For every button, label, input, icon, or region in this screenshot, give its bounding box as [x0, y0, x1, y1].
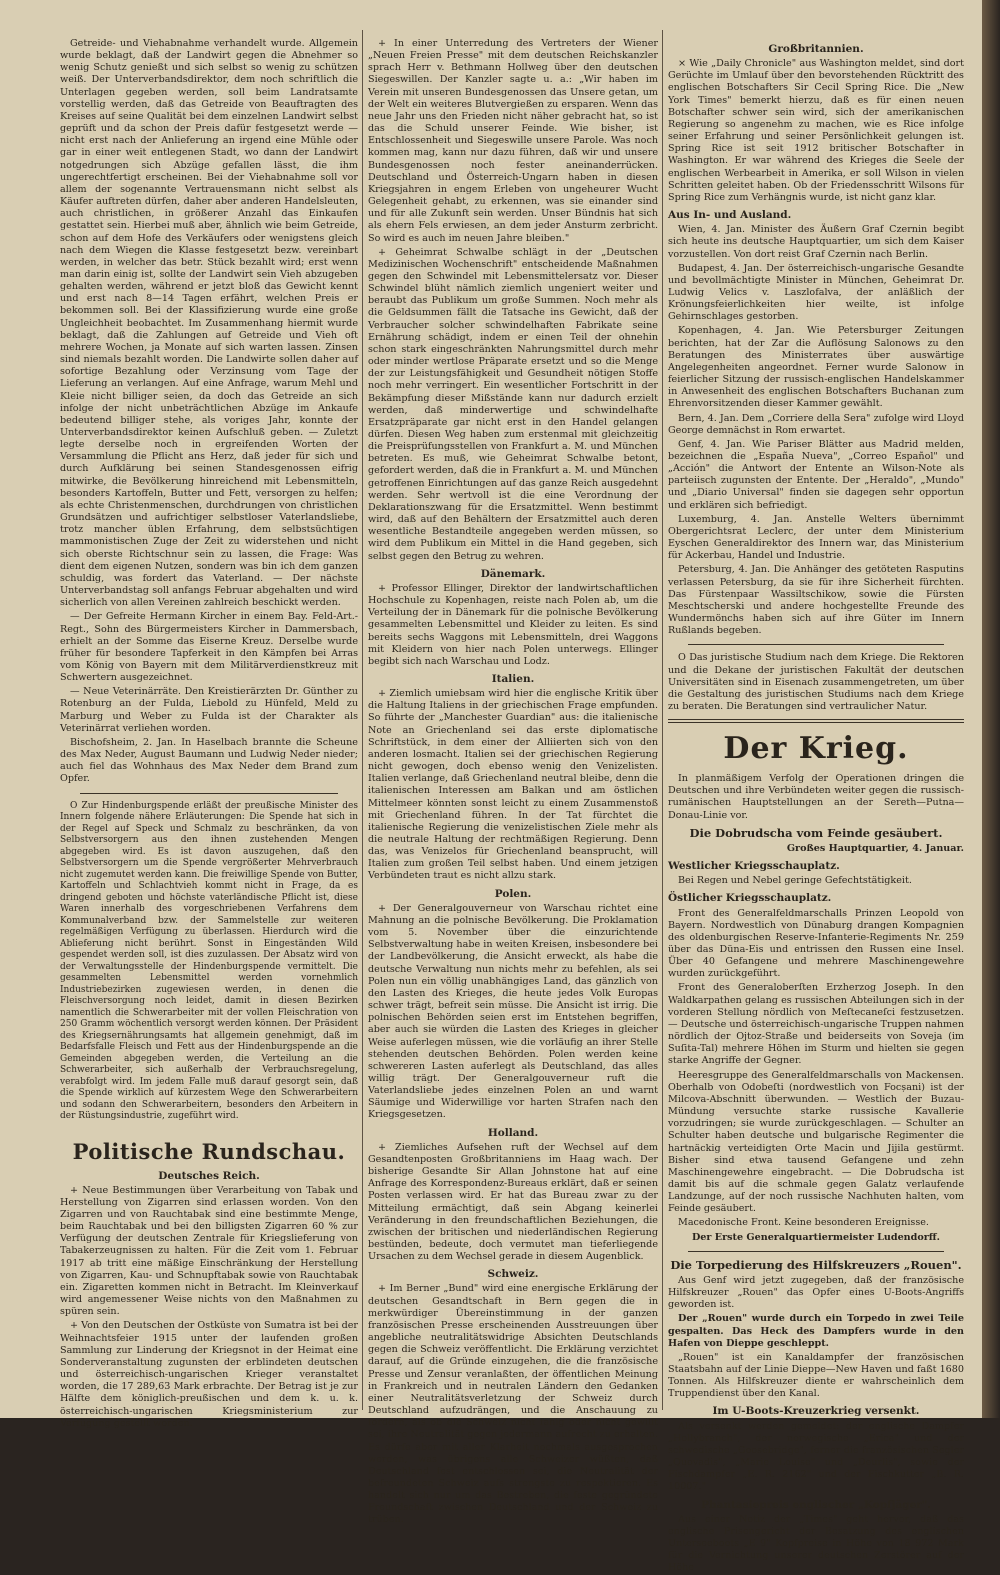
country-heading: Holland. — [487, 1126, 539, 1139]
headline: Die Torpedierung des Hilfskreuzers „Rouen". — [670, 1257, 962, 1272]
article-paragraph: × Wie „Daily Chronicle" aus Washington meldet, sind dort Gerüchte im Umlauf über den bevorstehenden Rücktritt des englischen Botschafters Sir Cecil Spring Rice. Die „New York Times" bemerkt hierzu, daß es für einen neuen Botschafter schwer sein wird, sich der amerikanischen Regierung so angenehm zu machen, wie es Rice infolge seiner Erfahrung und seiner Persönlichkeit gelungen ist. Spring Rice ist seit 1912 britischer Botschafter in Washington. Er war während des Krieges die Seele der englischen Werbearbeit in Amerika, er soll Wilson in vielen Schritten geleitet haben. Ob der Friedensschritt Wilsons für Spring Rice zum Verhängnis wurde, ist nicht ganz klar. — [668, 58, 964, 203]
article-paragraph: Bischofsheim, 2. Jan. In Haselbach brannte die Scheune des Max Neder, August Baumann und Ludwig Neder nieder; auch fiel das Wohnhaus des Max Neder dem Brand zum Opfer. — [60, 736, 358, 785]
article-paragraph: + Ziemliches Aufsehen ruft der Wechsel auf dem Gesandtenposten Großbritanniens im Haag wach. Der bisherige Gesandte Sir Allan Johnstone hat auf eine Anfrage des Korrespondenz-Bureaus erklärt, daß er seinen Posten verlassen wird. Er hat das Bureau zwar zu der Mitteilung ermächtigt, daß sein Abgang keinerlei Veränderung in den freundschaftlichen Beziehungen, die zwischen der britischen und niederländischen Regierung bestünden, bedeute, doch vermutet man tieferliegende Ursachen zu dem Wechsel gerade in diesem Augenblick. — [368, 1141, 658, 1263]
divider — [80, 793, 338, 794]
section-title-rundschau: Politische Rundschau. — [72, 1138, 346, 1164]
hindenburg-notice: O Zur Hindenburgspende erläßt der preußische Minister des Innern folgende nähere Erläuterungen: Die Spende hat sich in der Regel auf Speck und Schmalz zu beschränken, da von Selbstversorgern aus den ihnen zustehenden Mengen abgegeben wird. Es ist davon auszugehen, daß den Selbstversorgern um die Spende vergrößerter Mehrverbrauch nicht zugemutet werden kann. Die freiwillige Spende von Butter, Kartoffeln und Schlachtvieh kommt nicht in Frage, da es dringend geboten und höchste vaterländische Pflicht ist, diese Waren innerhalb des vorgeschriebenen Verfahrens dem Kommunalverband bzw. der Sammelstelle zur weiteren regelmäßigen Verfügung zu überlassen. Hierdurch wird die Ablieferung nicht berührt. Sonst in Eingeständen Wild gespendet werden soll, ist dies zuzulassen. Der Absatz wird von der Verwaltungsstelle der Hindenburgspende vermittelt. Die gesammelten Lebensmittel werden vornehmlich Industriebezirken zugewiesen werden, in denen die Fleischversorgung noch leidet, damit in diesen Bezirken namentlich die Schwerarbeiter mit der vollen Fleischration von 250 Gramm wöchentlich versorgt werden können. Der Präsident des Kriegsernährungsamts hat allgemein genehmigt, daß im Bedarfsfalle Fleisch und Fett aus der Hindenburgspende an die Gemeinden abgegeben werden, die Verteilung an die Schwerarbeiter, sich außerhalb der Verbrauchsregelung, verabfolgt wird. Im jedem Falle muß darauf gesorgt sein, daß die Spende wirklich auf kürzestem Wege den Schwerarbeitern und sodann den Schwerarbeitern, besonders den Arbeitern in der Rüstungsindustrie, zugeführt wird. — [60, 800, 358, 1122]
article-paragraph: + Professor Ellinger, Direktor der landwirtschaftlichen Hochschule zu Kopenhagen, reiste nach Polen ab, um die Verteilung der in Dänemark für die polnische Bevölkerung gesammelten Lebensmittel und Kleider zu leiten. Es sind bereits sechs Waggons mit Lebensmitteln, drei Waggons mit Kleidern von hier nach Polen unterwegs. Ellinger begibt sich nach Warschau und Lodz. — [368, 582, 658, 667]
article-paragraph: + Ziemlich umiebsam wird hier die englische Kritik über die Haltung Italiens in der griechischen Frage empfunden. So führte der „Manchester Guardian" aus: die italienische Note an Griechenland sei das erste diplomatische Schriftstück, in dem einer der Alliierten sich von den anderen losmacht. Italien sei der griechischen Regierung nicht gewogen, doch ebenso wenig den Venizelisten. Italien verlange, daß Griechenland neutral bleibe, denn die italienischen Interessen am Balkan und am östlichen Mittelmeer könnten sonst leicht zu einem Zusammenstoß mit Griechenland führen. In der Tat fürchtet die italienische Regierung die venizelistischen Ziele mehr als die neutrale Haltung der rechtmäßigen Regierung. Denn das, was Venizelos für Griechenland beansprucht, will Italien zum großen Teil selbst haben. Und einem jetzigen Verbündeten traut es nicht allzu stark. — [368, 688, 658, 882]
article-paragraph: Aus einer Notiz der „Times" geht hervor, daß das englische Prisengericht der Besatzung des englischen Unterseeboots „E 9" Kopfpreise in Höhe von 18 972 Mark für die Vernichtung unserer deutschen Zerstörer auf der Höhe — [668, 1513, 964, 1574]
article-paragraph: Der „Rouen" wurde durch ein Torpedo in zwei Teile gespalten. Das Heck des Dampfers wurde in den Hafen von Dieppe geschleppt. — [668, 1313, 964, 1349]
country-heading: Großbritannien. — [768, 43, 864, 55]
column-rule — [662, 30, 663, 1410]
news-item: Luxemburg, 4. Jan. Anstelle Welters übernimmt Obergerichtsrat Leclerc, der unter dem Ministerium Eyschen Generaldirektor des Innern war, das Ministerium für Ackerbau, Handel und Industrie. — [668, 513, 964, 562]
column-middle — [368, 38, 658, 1526]
news-item: Genf, 4. Jan. Wie Pariser Blätter aus Madrid melden, bezeichnen die „España Nueva", „Correo Español" und „Acción" die Antwort der Entente an Wilson-Note als parteiisch zugunsten der Entente. Der „Heraldo", „Mundo" und „Diario Universal" finden sie dagegen sehr opportun und erklären sich befriedigt. — [668, 438, 964, 511]
section-subtitle: Deutsches Reich. — [158, 1169, 260, 1182]
news-heading: Aus In- und Ausland. — [668, 209, 792, 222]
headline: Phantasiepreis englischer „Kopfjäger". — [701, 1498, 931, 1511]
article-paragraph: Als versenkt werden gemeldet: der englische Dampfer „Hollybranch", der norwegische „Erica" und der schwedische „Goosebridge", ferner die französischen Segler „Quovadis", „Marie Louise" und „Deurlis", sowie der Fischdampfer „E. R. 2162" und der Fischkutter „B. R. 10007." — [668, 1420, 964, 1493]
page-edge — [982, 0, 1000, 1418]
article-paragraph: „Rouen" ist ein Kanaldampfer der französischen Staatsbahn auf der Linie Dieppe—New Haven und faßt 1680 Tonnen. Als Hilfskreuzer diente er wahrscheinlich dem Truppendienst über den Kanal. — [668, 1351, 964, 1400]
article-paragraph: Aus Genf wird jetzt zugegeben, daß der französische Hilfskreuzer „Rouen" das Opfer eines U-Boots-Angriffs geworden ist. — [668, 1274, 964, 1311]
dateline: Großes Hauptquartier, 4. Januar. — [786, 842, 964, 854]
article-paragraph: Getreide- und Viehabnahme verhandelt wurde. Allgemein wurde beklagt, daß der Landwirt gegen die Abnehmer so wenig Schutz genießt und sich selbst so wenig zu schützen weiß. Der Unterverbandsdirektor, dem noch schriftlich die Unterlagen gegeben werden, soll beim Landratsamte vorstellig werden, daß das Getreide von Beauftragten des Kreises auf seine Qualität bei dem einzelnen Landwirt selbst geprüft und da schon der Preis dafür festgesetzt werde — nicht erst nach der Anlieferung an irgend eine Mühle oder gar in einer weit entlegenen Stadt, wo dann der Landwirt notgedrungen sich Abzüge gefallen lässt, die ihm ungerechtfertigt erscheinen. Bei der Viehabnahme soll vor allem der sogenannte Vertrauensmann nicht selbst als Käufer auftreten dürfen, daher aber anderen Handelsleuten, auch christlichen, in größerer Anzahl das Einkaufen gestattet sein. Hierbei muß aber, ähnlich wie beim Getreide, schon auf dem Hofe des Verkäufers oder wenigstens gleich nach dem Wiegen die Klasse festgesetzt bezw. vereinbart werden, in welcher das betr. Stück bezahlt wird; erst wenn man darin einig ist, sollte der Landwirt sein Vieh abzugeben gehalten werden, während er jetzt bloß das Gewicht kennt und erst nach 8—14 Tagen erfährt, welchen Preis er bekommen soll. Bei der Klassifizierung wurde eine große Ungleichheit beobachtet. Im Zusammenhang hiermit wurde beklagt, daß die Zahlungen auf Getreide und Vieh oft mehrere Wochen, ja Monate auf sich warten lassen. Zinsen sind niemals bezahlt worden. Die Landwirte sollen daher auf sofortige Bezahlung oder Verzinsung vom Tage der Lieferung an verlangen. Auf eine Anfrage, warum Mehl und Kleie nicht billiger seien, da doch das Getreide an sich infolge der nicht unbeträchtlichen Abzüge im Ankaufe bedeutend billiger stehe, als voriges Jahr, konnte der Unterverbandsdirektor keinen Aufschluß geben. — Zuletzt legte derselbe noch in ergreifenden Worten der Versammlung die Pflicht ans Herz, daß jeder für sich und durch Aufklärung bei seinen Standesgenossen eifrig mitwirke, die Bevölkerung hinreichend mit Lebensmitteln, besonders Kartoffeln, Butter und Fett, versorgen zu helfen; als echte Christenmenschen, durchdrungen von christlichen Grundsätzen und aufrichtiger selbstloser Vaterlandsliebe, trotz mancher üblen Erfahrung, dem selbstsüchtigen mammonistischen Zuge der Zeit zu widerstehen und nicht sich oberste Richtschnur sein zu lassen, die Frage: Was dient dem eigenen Nutzen, sondern was bin ich dem ganzen schuldig, was fordert das Vaterland. — Der nächste Unterverbandstag soll anfangs Februar abgehalten und wird sicherlich von allen Vereinen zahlreich beschickt werden. — [60, 38, 358, 609]
article-paragraph: Front des Generalfeldmarschalls Prinzen Leopold von Bayern. Nordwestlich von Dünaburg drangen Kompagnien des oldenburgischen Reserve-Infanterie-Regiments Nr. 259 über das Düna-Eis und entrissen den Russen eine Insel. Über 40 Gefangene und mehrere Maschinengewehre wurden zurückgeführt. — [668, 907, 964, 980]
front-heading: Östlicher Kriegsschauplatz. — [668, 892, 832, 905]
news-item: Budapest, 4. Jan. Der österreichisch-ungarische Gesandte und bevollmächtigte Minister in München, Geheimrat Dr. Ludwig Velics v. Laszlofalva, der anläßlich der Krönungsfeierlichkeiten hier weilte, ist infolge Gehirnschlages gestorben. — [668, 262, 964, 323]
headline: Die Dobrudscha vom Feinde gesäubert. — [689, 825, 943, 840]
front-heading: Westlicher Kriegsschauplatz. — [668, 860, 840, 873]
news-item: Bern, 4. Jan. Dem „Corriere della Sera" zufolge wird Lloyd George demnächst in Rom erwartet. — [668, 412, 964, 436]
article-paragraph: + Im Berner „Bund" wird eine energische Erklärung der deutschen Gesandtschaft in Bern gegen die in merkwürdiger Übereinstimmung in der ganzen französischen Presse erscheinenden Ausstreuungen über angebliche neutralitätswidrige Absichten Deutschlands gegen die Schweiz veröffentlicht. Die Erklärung verzichtet darauf, auf die Gründe einzugehen, die die französische Presse und Zensur veranlaßten, der öffentlichen Meinung in Frankreich und in neutralen Ländern den Gedanken einer Neutralitätsverletzung der Schweiz durch Deutschland aufzudrängen, und die Anschauung zu fördern, als ob die Schweiz nicht fähig oder nicht gewillt sei, ihre Neutralität gegen jedermann aufrecht zu erhalten. Es dürfe aber mit aller Klarheit nochmals ausgesprochen werden, was übrigens alle Schweizer wüßten, daß Deutschland fest entschlossen sei, die Neutralität der befreundeten Schweiz aufs strengste zu respektieren. Es handelt sich nur um das Bestreben, die feste gegründete Freundschaft zwischen Deutschland und der Schweiz zu trüben. — [368, 1283, 658, 1526]
article-paragraph: + Der Generalgouverneur von Warschau richtet eine Mahnung an die polnische Bevölkerung. Die Proklamation vom 5. November über die einzurichtende Selbstverwaltung habe in weiten Kreisen, insbesondere bei der Landbevölkerung, die Ansicht erweckt, als habe die deutsche Verwaltung nun nichts mehr zu befehlen, als sei Polen nun ein völlig unabhängiges Land, das gänzlich von den Lasten des Krieges, die heute jedes Volk Europas schwer trägt, befreit sein müsse. Die Ansicht ist irrig. Die polnischen Behörden seien erst im Entstehen begriffen, aber auch sie würden die Lasten des Krieges in gleicher Weise auferlegen müssen, wie die vorläufig an ihrer Stelle stehenden deutschen Behörden. Polen werden keine schwereren Lasten auferlegt als Deutschland, das alles willig trägt. Der Generalgouverneur ruft die Vaterlandsliebe jedes einzelnen Polen an und warnt Säumige und Widerwillige vor harten Strafen nach den Kriegsgesetzen. — [368, 902, 658, 1121]
article-paragraph: — Der Gefreite Hermann Kircher in einem Bay. Feld-Art.-Regt., Sohn des Bürgermeisters Kircher in Dammersbach, erhielt an der Somme das Eiserne Kreuz. Derselbe wurde früher für besondere Tapferkeit in den Kämpfen bei Arras vom König von Bayern mit dem Militärverdienstkreuz mit Schwertern ausgezeichnet. — [60, 611, 358, 684]
column-right — [668, 38, 964, 1574]
country-heading: Dänemark. — [480, 567, 546, 580]
section-title-krieg: Der Krieg. — [723, 731, 909, 767]
headline: Im U-Boots-Kreuzerkrieg versenkt. — [712, 1405, 920, 1418]
article-paragraph: In planmäßigem Verfolg der Operationen dringen die Deutschen und ihre Verbündeten weiter gegen die russisch-rumänischen Hauptstellungen an der Sereth—Putna—Donau-Linie vor. — [668, 773, 964, 821]
divider — [688, 1251, 944, 1252]
article-paragraph: Bei Regen und Nebel geringe Gefechtstätigkeit. — [678, 875, 912, 887]
article-paragraph: O Das juristische Studium nach dem Kriege. Die Rektoren und die Dekane der juristischen Fakultät der deutschen Universitäten sind in Eisenach zusammengetreten, um über die Gestaltung des juristischen Studiums nach dem Kriege zu beraten. Die Beratungen sind vertraulicher Natur. — [668, 652, 964, 712]
article-paragraph: + Von den Deutschen der Ostküste von Sumatra ist bei der Weihnachtsfeier 1915 unter der laufenden großen Sammlung zur Linderung der Kriegsnot in der Heimat eine Sonderveranstaltung zugunsten der erblindeten deutschen und österreichisch-ungarischen Krieger veranstaltet worden, die 17 289,63 Mark erbrachte. Der Betrag ist je zur Hälfte dem königlich-preußischen und dem k. u. k. österreichisch-ungarischen Kriegsministerium zur Verfügung gestellt worden. — [60, 1320, 359, 1429]
article-paragraph: — Neue Veterinärräte. Den Kreistierärzten Dr. Günther zu Rotenburg an der Fulda, Liebold zu Hünfeld, Meld zu Marburg und Weber zu Fulda ist der Charakter als Veterinärrat verliehen worden. — [60, 686, 358, 734]
news-item: Petersburg, 4. Jan. Die Anhänger des getöteten Rasputins verlassen Petersburg, da sie für ihre Sicherheit fürchten. Das Fürstenpaar Wassiltschikow, sowie die Fürsten Meschtscherski und andere hochgestellte Freunde des Wundermönchs haben sich auf ihre Güter im Innern Rußlands begeben. — [668, 564, 964, 637]
article-paragraph: + Geheimrat Schwalbe schlägt in der „Deutschen Medizinischen Wochenschrift" entscheidende Maßnahmen gegen den Schwindel mit Lebensmittelersatz vor. Dieser Schwindel blüht nämlich ziemlich ungeniert weiter und beraubt das Publikum um große Summen. Noch mehr als die Geldsummen fällt die Tatsache ins Gewicht, daß der Verbraucher solcher schwindelhaften Fabrikate seine Ernährung schädigt, indem er einen Teil der ohnehin schon stark eingeschränkten Nahrungsmittel durch mehr oder minder wertlose Präparate ersetzt und so die Menge der zur Leistungsfähigkeit und Gesundheit nötigen Stoffe noch mehr verringert. Ein wesentlicher Fortschritt in der Bekämpfung dieser Mißstände kann nur dadurch erzielt werden, daß minderwertige und schwindelhafte Ersatzpräparate gar nicht erst in den Handel gelangen dürfen. Diesen Weg haben zum erstenmal mit gleichzeitig die Preisprüfungsstellen von Frankfurt a. M. und München betreten. Es muß, wie Geheimrat Schwalbe betont, gefordert werden, daß die in Frankfurt a. M. und München getroffenen Einrichtungen auf das ganze Reich ausgedehnt werden. Sehr wertvoll ist die eine Verordnung der Deklarationszwang für die Ersatzmittel. Wenn bestimmt wird, daß auf den Behältern der Ersatzmittel auch deren wesentliche Bestandteile angegeben werden müssen, so wird dem Publikum ein Mittel in die Hand gegeben, sich selbst gegen den Betrug zu wehren. — [368, 246, 658, 562]
article-paragraph: + Neue Bestimmungen über Verarbeitung von Tabak und Herstellung von Zigarren sind erlassen worden. Von den Zigarren und von Rauchtabak sind eine bestimmte Menge, beim Rauchtabak und bei den billigsten Zigarren 60 % zur Verfügung der deutschen Zentrale für Kriegslieferung von Tabakerzeugnissen zu halten. Für die Zeit vom 1. Februar 1917 ab tritt eine mäßige Einschränkung der Herstellung von Zigarren, Kau- und Schnupftabak sowie von Rauchtabak ein. Zigaretten kommen nicht in Betracht. Im Kleinverkauf wird angemessener Weise nichts von den Maßnahmen zu spüren sein. — [60, 1184, 358, 1318]
country-heading: Polen. — [494, 887, 532, 900]
column-left — [60, 38, 359, 1429]
divider — [668, 719, 964, 723]
news-item: Wien, 4. Jan. Minister des Äußern Graf Czernin begibt sich heute ins deutsche Hauptquartier, um sich dem Kaiser vorzustellen. Von dort reist Graf Czernin nach Berlin. — [668, 224, 964, 260]
article-paragraph: + In einer Unterredung des Vertreters der Wiener „Neuen Freien Presse" mit dem deutschen Reichskanzler sprach Herr v. Bethmann Hollweg über den deutschen Siegeswillen. Der Kanzler sagte u. a.: „Wir haben im Verein mit unseren Bundesgenossen das Unsere getan, um der Welt ein weiteres Blutvergießen zu ersparen. Wenn das neue Jahr uns den Frieden nicht näher gebracht hat, so ist das die Schuld unserer Feinde. Wie bisher, ist Entschlossenheit und Siegeswille unsere Parole. Was noch kommen mag, kann nur dazu führen, daß wir und unsere Bundesgenossen noch fester aneinanderrücken. Deutschland und Österreich-Ungarn haben in diesen Kriegsjahren in engem Erleben von ungeheurer Wucht Gelegenheit gehabt, zu erkennen, was sie einander sind und für alle Zukunft sein werden. Unser Bündnis hat sich als ehern Fels erwiesen, an dem jeder Ansturm zerbricht. So wird es auch im neuen Jahre bleiben." — [368, 38, 658, 244]
article-paragraph: Macedonische Front. Keine besonderen Ereignisse. — [678, 1217, 929, 1229]
country-heading: Italien. — [491, 672, 535, 685]
divider — [688, 644, 944, 645]
article-paragraph: Front des Generaloberſten Erzherzog Joseph. In den Waldkarpathen gelang es russischen Abteilungen sich in der vorderen Stellung nördlich von Meſtecaneſci festzusetzen. — Deutsche und österreichisch-ungarische Truppen nahmen nördlich der Ojtoz-Straße und beiderseits von Soveja (im Suſita-Tal) mehrere Höhen im Sturm und hielten sie gegen starke Angriffe der Gegner. — [668, 982, 964, 1067]
country-heading: Schweiz. — [487, 1268, 539, 1281]
news-item: Kopenhagen, 4. Jan. Wie Petersburger Zeitungen berichten, hat der Zar die Auflösung Salonows zu den Beratungen des Ministerrates über auswärtige Angelegenheiten angeordnet. Ferner wurde Salonow in feierlicher Sitzung der russisch-englischen Handelskammer in Anwesenheit des englischen Botschafters Buchanan zum Ehrenvorsitzenden dieser Kammer gewählt. — [668, 325, 964, 410]
article-paragraph: Heeresgruppe des Generalfeldmarschalls von Mackensen. Oberhalb von Odobeſti (nordwestlich von Focșani) ist der Milcova-Abschnitt überwunden. — Westlich der Buzau-Mündung versuchte starke russische Kavallerie vorzudringen; sie wurde zurückgeschlagen. — Schulter an Schulter haben deutsche und bulgarische Regimenter die hartnäckig verteidigten Orte Macin und Jijila gestürmt. Bisher sind etwa tausend Gefangene und zehn Maschinengewehre eingebracht. — Die Dobrudscha ist damit bis auf die schmale gegen Galatz verlaufende Landzunge, auf der noch russische Nachhuten halten, vom Feinde gesäubert. — [668, 1069, 964, 1215]
column-rule — [362, 30, 363, 1410]
signature: Der Erste Generalquartiermeister Ludendorff. — [691, 1231, 941, 1243]
